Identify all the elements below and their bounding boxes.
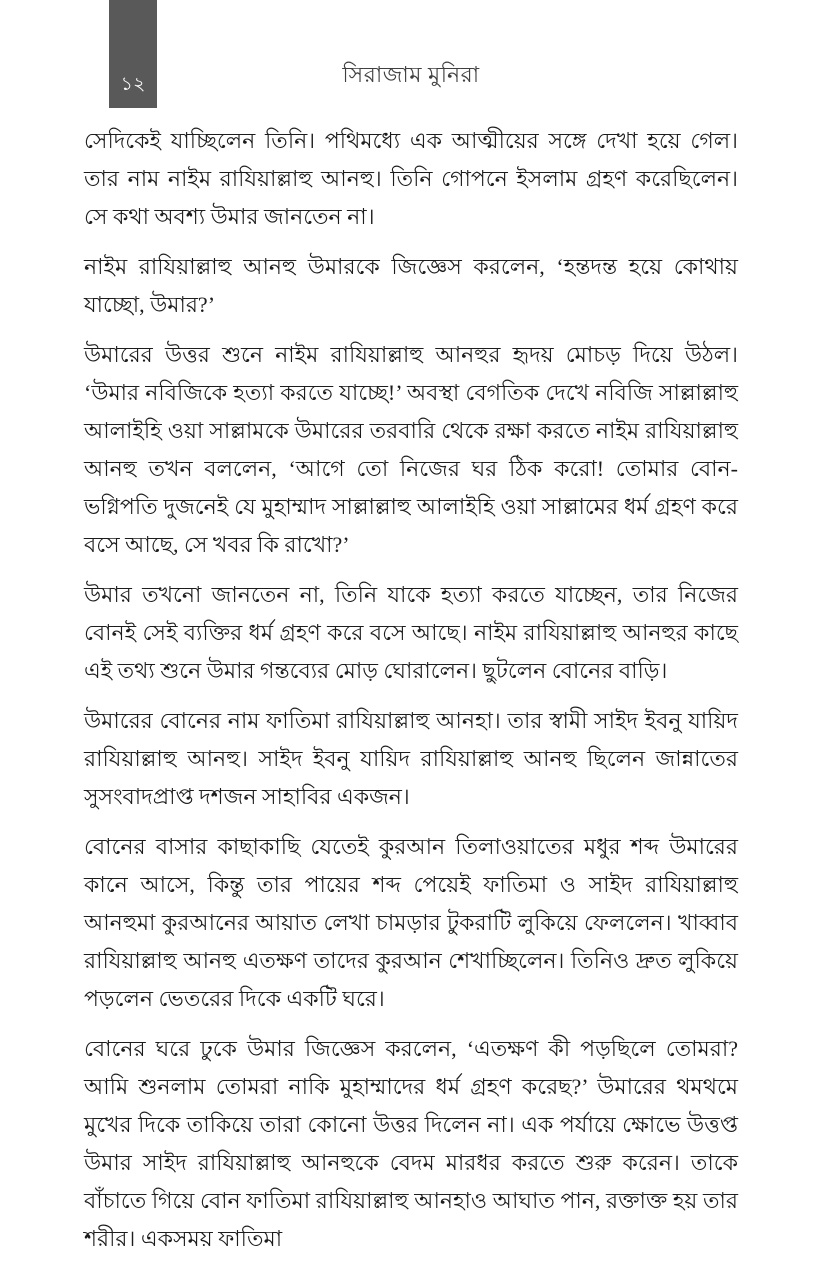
page-number: ১২ — [120, 74, 146, 95]
paragraph: বোনের ঘরে ঢুকে উমার জিজ্ঞেস করলেন, ‘এতক্ষণ কী পড়ছিলে তোমরা? আমি শুনলাম তোমরা নাকি মুহাম্মাদের ধর্ম গ্রহণ করেছ?’ উমারের থমথমে মুখের দিকে তাকিয়ে তারা কোনো উত্তর দিলেন না। এক পর্যায়ে ক্ষোভে উত্তপ্ত উমার সাইদ রাযিয়াল্লাহু আনহুকে বেদম মারধর করতে শুরু করেন। তাকে বাঁচাতে গিয়ে বোন ফাতিমা রাযিয়াল্লাহু আনহাও আঘাত পান, রক্তাক্ত হয় তার শরীর। একসময় ফাতিমা — [84, 1036, 738, 1251]
body-text — [84, 122, 738, 1258]
paragraph: বোনের বাসার কাছাকাছি যেতেই কুরআন তিলাওয়াতের মধুর শব্দ উমারের কানে আসে, কিন্তু তার পায়ের শব্দ পেয়েই ফাতিমা ও সাইদ রাযিয়াল্লাহু আনহুমা কুরআনের আয়াত লেখা চামড়ার টুকরাটি লুকিয়ে ফেললেন। খাব্বাব রাযিয়াল্লাহু আনহু এতক্ষণ তাদের কুরআন শেখাচ্ছিলেন। তিনিও দ্রুত লুকিয়ে পড়লেন ভেতরের দিকে একটি ঘরে। — [84, 834, 738, 1011]
running-title: সিরাজাম মুনিরা — [342, 62, 480, 87]
paragraph: উমারের বোনের নাম ফাতিমা রাযিয়াল্লাহু আনহা। তার স্বামী সাইদ ইবনু যায়িদ রাযিয়াল্লাহু আনহু। সাইদ ইবনু যায়িদ রাযিয়াল্লাহু আনহু ছিলেন জান্নাতের সুসংবাদপ্রাপ্ত দশজন সাহাবির একজন। — [84, 708, 738, 809]
paragraph: নাইম রাযিয়াল্লাহু আনহু উমারকে জিজ্ঞেস করলেন, ‘হন্তদন্ত হয়ে কোথায় যাচ্ছো, উমার?’ — [84, 254, 738, 317]
paragraph: উমারের উত্তর শুনে নাইম রাযিয়াল্লাহু আনহুর হৃদয় মোচড় দিয়ে উঠল। ‘উমার নবিজিকে হত্যা করতে যাচ্ছে!’ অবস্থা বেগতিক দেখে নবিজি সাল্লাল্লাহু আলাইহি ওয়া সাল্লামকে উমারের তরবারি থেকে রক্ষা করতে নাইম রাযিয়াল্লাহু আনহু তখন বললেন, ‘আগে তো নিজের ঘর ঠিক করো! তোমার বোন-ভগ্নিপতি দুজনেই যে মুহাম্মাদ সাল্লাল্লাহু আলাইহি ওয়া সাল্লামের ধর্ম গ্রহণ করে বসে আছে, সে খবর কি রাখো?’ — [84, 342, 738, 557]
paragraph: উমার তখনো জানতেন না, তিনি যাকে হত্যা করতে যাচ্ছেন, তার নিজের বোনই সেই ব্যক্তির ধর্ম গ্রহণ করে বসে আছে। নাইম রাযিয়াল্লাহু আনহুর কাছে এই তথ্য শুনে উমার গন্তব্যের মোড় ঘোরালেন। ছুটলেন বোনের বাড়ি। — [84, 582, 738, 683]
paragraph: সেদিকেই যাচ্ছিলেন তিনি। পথিমধ্যে এক আত্মীয়ের সঙ্গে দেখা হয়ে গেল। তার নাম নাইম রাযিয়াল্লাহু আনহু। তিনি গোপনে ইসলাম গ্রহণ করেছিলেন। সে কথা অবশ্য উমার জানতেন না। — [84, 128, 738, 229]
